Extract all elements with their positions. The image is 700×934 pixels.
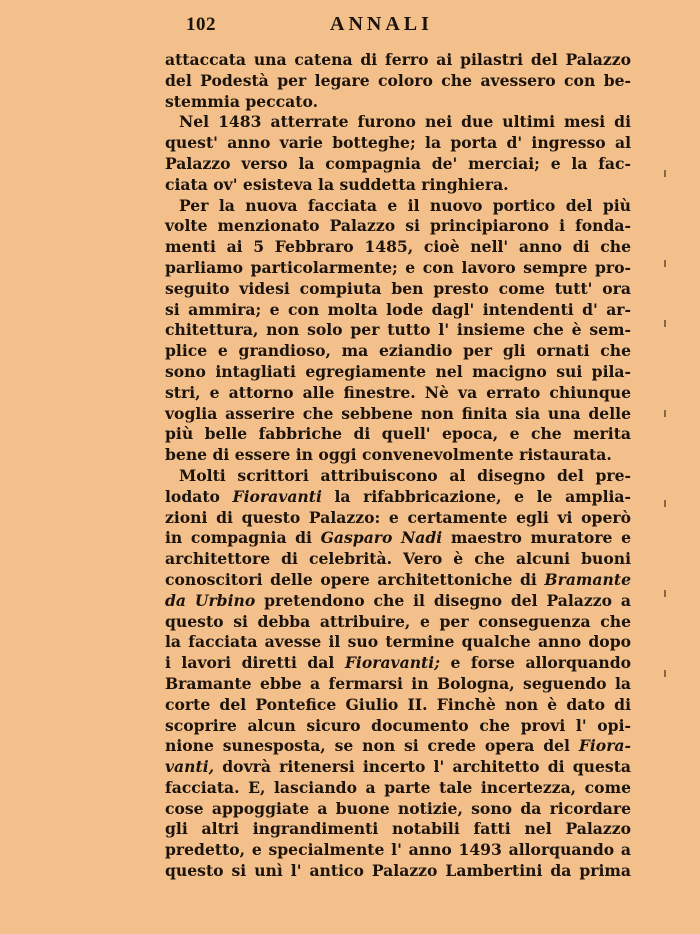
speck — [664, 170, 666, 177]
text-line — [165, 757, 631, 778]
speck — [664, 260, 666, 267]
italic-name: Fioravanti; — [344, 653, 440, 673]
text-line: Molti scrittori attribuiscono al disegno del pre- — [179, 465, 631, 485]
text-line: attaccata una catena di ferro ai pilastri del Palazzo — [165, 50, 631, 69]
text-line: zioni di questo Palazzo: e certamente egli vi operò — [165, 507, 631, 527]
text-line: plice e grandioso, ma eziandio per gli ornati che — [165, 341, 631, 361]
text-line: questo si debba attribuire, e per conseguenza che — [165, 611, 631, 631]
text-line: architettore di celebrità. Vero è che alcuni buoni — [165, 549, 631, 569]
text-line: cose appoggiate a buone notizie, sono da ricordare — [165, 798, 631, 818]
text-line: volte menzionato Palazzo si principiarono i fonda- — [165, 216, 631, 236]
text-line — [165, 736, 631, 757]
text-line: quest' anno varie botteghe; la porta d' ingresso al — [165, 133, 631, 153]
text-line: più belle fabbriche di quell' epoca, e che merita — [165, 424, 631, 444]
text-span: conoscitori delle opere architettoniche di — [165, 569, 545, 589]
text-span: pretendono che il disegno del Palazzo a — [255, 590, 631, 610]
text-span: maestro muratore e — [442, 528, 631, 548]
speck — [664, 500, 666, 507]
text-line: parliamo particolarmente; e con lavoro sempre pro- — [165, 257, 631, 277]
text-line: gli altri ingrandimenti notabili fatti nel Palazzo — [165, 819, 631, 839]
text-span: e forse allorquando — [439, 653, 631, 673]
text-line: voglia asserire che sebbene non finita sia una delle — [165, 403, 631, 423]
page-number: 102 — [186, 14, 216, 35]
text-line: questo si unì l' antico Palazzo Lambertini da prima — [165, 861, 631, 881]
text-line: corte del Pontefice Giulio II. Finchè non è dato di — [165, 694, 631, 714]
italic-name: da Urbino — [165, 590, 256, 610]
running-title: ANNALI — [330, 13, 433, 35]
text-line — [165, 528, 631, 549]
text-line: bene di essere in oggi convenevolmente ristaurata. — [165, 445, 612, 465]
text-line: stri, e attorno alle finestre. Nè va errato chiunque — [165, 382, 631, 402]
text-line — [165, 570, 631, 591]
text-line: del Podestà per legare coloro che avessero con be- — [165, 70, 631, 90]
speck — [664, 320, 666, 327]
text-line — [165, 487, 631, 508]
text-line — [165, 653, 631, 674]
italic-name: vanti, — [165, 757, 215, 777]
italic-name: Fioravanti — [232, 486, 322, 506]
italic-name: Fiora- — [578, 736, 631, 756]
text-line: Bramante ebbe a fermarsi in Bologna, seguendo la — [165, 673, 631, 693]
text-span: nione sunesposta, se non si crede opera del — [165, 736, 579, 756]
text-line: Per la nuova facciata e il nuovo portico del più — [179, 195, 631, 215]
text-line — [165, 591, 631, 612]
text-line: ciata ov' esisteva la suddetta ringhiera. — [165, 174, 509, 194]
text-line: Nel 1483 atterrate furono nei due ultimi mesi di — [179, 112, 631, 132]
text-line: sono intagliati egregiamente nel macigno sui pila- — [165, 361, 631, 381]
text-line: si ammira; e con molta lode dagl' intendenti d' ar- — [165, 299, 631, 319]
italic-name: Gasparo Nadi — [320, 528, 443, 548]
text-line: seguito videsi compiuta ben presto come tutt' ora — [165, 278, 631, 298]
text-line: facciata. E, lasciando a parte tale incertezza, come — [165, 777, 631, 797]
speck — [664, 410, 666, 417]
text-line: chitettura, non solo per tutto l' insieme che è sem- — [165, 320, 631, 340]
text-span: lodato — [165, 486, 233, 506]
margin-specks — [664, 170, 670, 770]
italic-name: Bramante — [544, 569, 631, 589]
text-line: stemmia peccato. — [165, 91, 319, 111]
text-line: predetto, e specialmente l' anno 1493 allorquando a — [165, 840, 631, 860]
text-line: menti ai 5 Febbraro 1485, cioè nell' anno di che — [165, 237, 631, 257]
text-span: i lavori diretti dal — [165, 653, 345, 673]
text-line: Palazzo verso la compagnia de' merciai; e la fac- — [165, 153, 631, 173]
body-text — [165, 50, 631, 882]
text-span: la rifabbricazione, e le amplia- — [321, 486, 631, 506]
text-line: la facciata avesse il suo termine qualche anno dopo — [165, 632, 631, 652]
text-span: in compagnia di — [165, 528, 321, 548]
page-header — [0, 10, 700, 40]
text-line: scoprire alcun sicuro documento che provi l' opi- — [165, 715, 631, 735]
text-span: dovrà ritenersi incerto l' architetto di questa — [214, 757, 631, 777]
speck — [664, 670, 666, 677]
speck — [664, 590, 666, 597]
